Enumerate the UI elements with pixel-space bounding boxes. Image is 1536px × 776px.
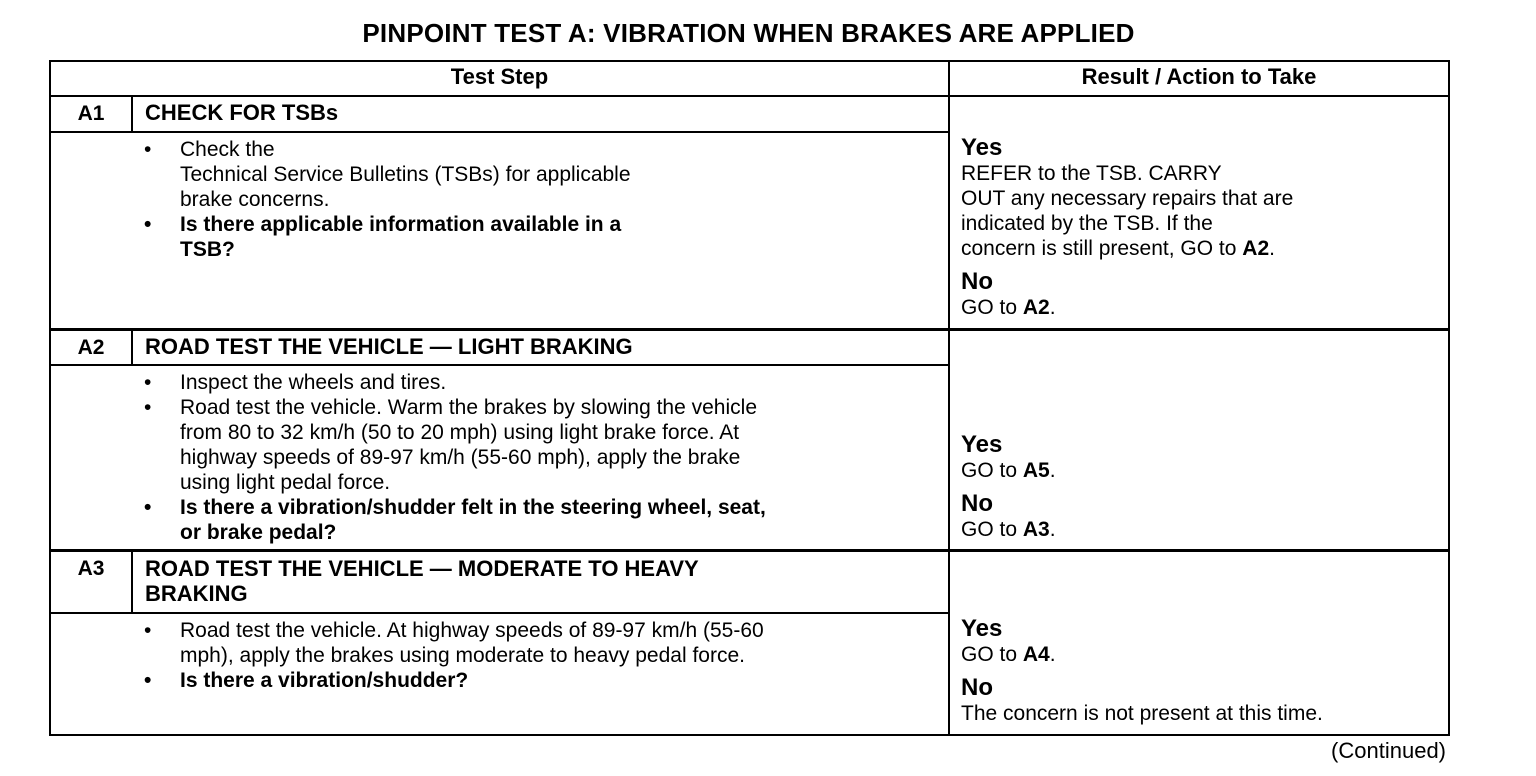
result-no-label: No <box>961 674 993 701</box>
step-id: A3 <box>77 557 105 580</box>
step-reference: A5 <box>1022 459 1050 482</box>
continued-note: (Continued) <box>1331 738 1446 763</box>
step-reference: A4 <box>1022 643 1050 666</box>
step-question: • Is there applicable information available in a TSB? <box>144 212 934 262</box>
result-no-label: No <box>961 268 993 295</box>
instruction-item: • Check the Technical Service Bulletins (TSBs) for applicable brake concerns. <box>144 137 934 212</box>
step-question: • Is there a vibration/shudder? <box>144 668 944 693</box>
step-reference: A2 <box>1022 296 1050 319</box>
header-test-step: Test Step <box>450 64 549 89</box>
step-reference: A3 <box>1022 518 1050 541</box>
instruction-item: • Road test the vehicle. Warm the brakes by slowing the vehicle from 80 to 32 km/h (50 to 20 mph) using light brake force. At highway speeds of 89-97 km/h (55-60 mph), apply the brake using light pedal force. <box>144 395 944 495</box>
step-result: Yes GO to A4. No The concern is not present at this time. <box>961 616 1441 726</box>
page-title: PINPOINT TEST A: VIBRATION WHEN BRAKES ARE APPLIED <box>362 18 1135 48</box>
result-yes-label: Yes <box>961 134 1003 161</box>
step-instructions <box>144 618 944 693</box>
header-result: Result / Action to Take <box>1081 64 1317 89</box>
step-instructions <box>144 137 934 262</box>
step-title: ROAD TEST THE VEHICLE — MODERATE TO HEAVY BRAKING <box>145 556 699 606</box>
result-yes-label: Yes <box>961 431 1003 458</box>
result-no-label: No <box>961 490 993 517</box>
step-id: A1 <box>77 102 105 125</box>
step-instructions <box>144 370 944 545</box>
step-reference: A2 <box>1242 237 1270 260</box>
pinpoint-test-table <box>49 60 1450 736</box>
step-title: ROAD TEST THE VEHICLE — LIGHT BRAKING <box>145 334 633 359</box>
step-id: A2 <box>77 336 105 359</box>
instruction-item: • Inspect the wheels and tires. <box>144 370 944 395</box>
step-result: Yes GO to A5. No GO to A3. <box>961 432 1441 542</box>
step-title: CHECK FOR TSBs <box>145 100 339 125</box>
instruction-item: • Road test the vehicle. At highway speeds of 89-97 km/h (55-60 mph), apply the brakes using moderate to heavy pedal force. <box>144 618 944 668</box>
step-question: • Is there a vibration/shudder felt in the steering wheel, seat, or brake pedal? <box>144 495 944 545</box>
step-result: Yes REFER to the TSB. CARRY OUT any necessary repairs that are indicated by the TSB. If the concern is still present, GO to A2. No GO to A2. <box>961 135 1441 320</box>
result-yes-label: Yes <box>961 615 1003 642</box>
